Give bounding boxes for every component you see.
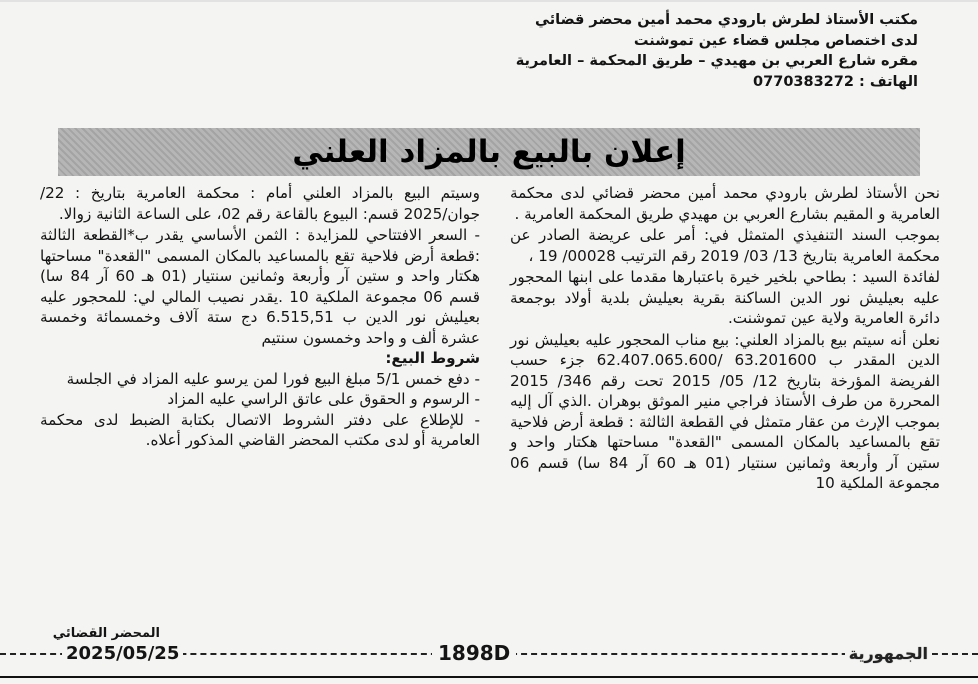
left-column <box>40 183 480 451</box>
beneficiary-paragraph: لفائدة السيد : بطاحي بلخير خيرة باعتبارها مقدما على ابنها المحجور عليه بعيليش نور الدين الساكنة بقرية بعيليش بلدية أولاد بوجمعة دائرة العامرية ولاية عين تموشنت. <box>510 268 940 327</box>
executive-title-paragraph: بموجب السند التنفيذي المتمثل في: أمر على عريضة الصادر عن محكمة العامرية بتاريخ 13/ 03/ 2019 رقم الترتيب 00028/ 19 ، <box>510 226 940 265</box>
office-name: مكتب الأستاذ لطرش بارودي محمد أمين محضر قضائي <box>535 12 918 28</box>
office-phone: الهاتف : 0770383272 <box>753 73 918 90</box>
right-column <box>510 183 940 494</box>
announcement-title: إعلان بالبيع بالمزاد العلني <box>292 134 686 170</box>
bailiff-office-header <box>398 10 918 92</box>
signature: المحضر القضائي <box>52 626 160 641</box>
condition-item: - دفع خمس 5/1 مبلغ البيع فورا لمن يرسو عليه المزاد في الجلسة <box>66 369 480 388</box>
scan-edge <box>0 0 978 2</box>
office-address: مقره شارع العربي بن مهيدي – طريق المحكمة – العامرية <box>515 53 918 69</box>
condition-item: - الرسوم و الحقوق على عاتق الراسي عليه المزاد <box>167 390 480 408</box>
sale-date-paragraph: وسيتم البيع بالمزاد العلني أمام : محكمة العامرية بتاريخ : 22/جوان/2025 قسم: البيوع بالقاعة رقم 02، على الساعة الثانية زوالا. <box>40 184 480 223</box>
publication-date: 2025/05/25 <box>62 643 183 664</box>
sale-object-paragraph: نعلن أنه سيتم بيع بالمزاد العلني: بيع مناب المحجور عليه بعيليش نور الدين المقدر ب 63.201600 /62.407.065.600 جزء حسب الفريضة المؤرخة بتاريخ 12/ 05/ 2015 تحت رقم 346/ 2015 المحررة من طرف الأستاذ فراجي منير الموثق بوهران .الذي آل إليه بموجب الإرث من عقار متمثل في القطعة الثالثة : قطعة أرض فلاحية تقع بالمساعيد بالمكان المسمى "القعدة" مساحتها هكتار واحد و ستين آر وأربعة وثمانين سنتيار (01 هـ 60 آر 84 سا) قسم 06 مجموعة الملكية 10 <box>510 330 941 492</box>
condition-item: - للإطلاع على دفتر الشروط الاتصال بكتابة الضبط لدى محكمة العامرية أو لدى مكتب المحضر القاضي المذكور أعلاه. <box>40 410 480 449</box>
opening-price-paragraph: - السعر الافتتاحي للمزايدة : الثمن الأساسي يقدر ب*القطعة الثالثة :قطعة أرض فلاحية تقع بالمساعيد بالمكان المسمى "القعدة" مساحتها هكتار واحد و ستين آر وأربعة وثمانين سنتيار (01 هـ 60 آر 84 سا) قسم 06 مجموعة الملكية 10 .يقدر نصيب المالي لي: للمحجور عليه بعيليش نور الدين ب 6.515,51 دج ستة آلاف وخمسمائة وخمسة عشرة ألف و واحد وخمسون سنتيم <box>40 226 481 347</box>
office-jurisdiction: لدى اختصاص مجلس قضاء عين تموشنت <box>633 32 918 49</box>
announcement-code: 1898D <box>432 641 516 665</box>
page-footer <box>0 641 978 667</box>
conditions-heading: شروط البيع: <box>385 349 480 367</box>
bottom-rule <box>0 676 978 678</box>
newspaper-logo: الجمهورية <box>845 644 932 663</box>
bailiff-intro-paragraph: نحن الأستاذ لطرش بارودي محمد أمين محضر قضائي لدى محكمة العامرية و المقيم بشارع العربي بن مهيدي طريق المحكمة العامرية . <box>510 184 940 223</box>
title-band <box>58 128 920 176</box>
